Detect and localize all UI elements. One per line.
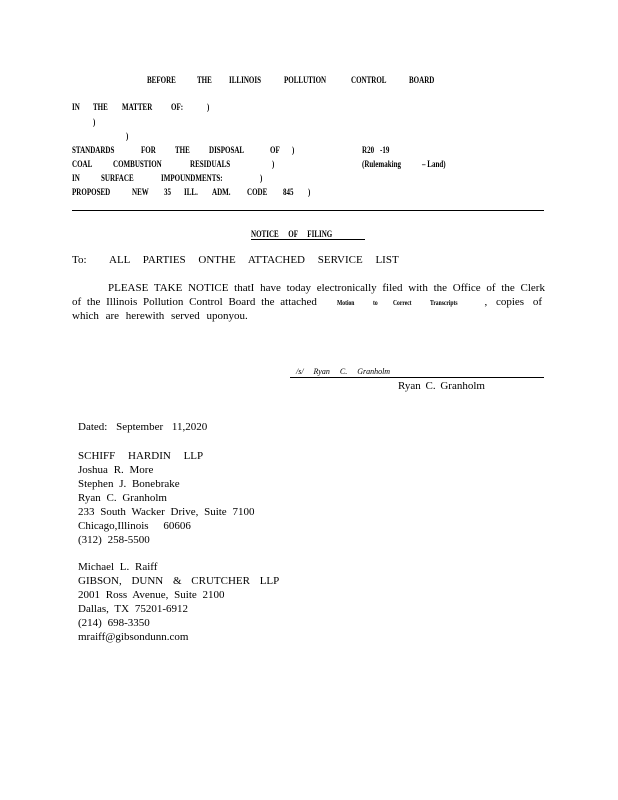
caption-word: COAL: [72, 159, 93, 169]
attorney-name: Stephen J. Bonebrake: [78, 478, 180, 490]
caption-word: IMPOUNDMENTS:: [160, 173, 223, 183]
paren: ): [308, 187, 311, 197]
copies-text: , copies of: [484, 296, 542, 308]
street-address: 2001 Ross Avenue, Suite 2100: [78, 589, 225, 601]
caption-line-2: [72, 159, 242, 169]
motion-title: [337, 299, 464, 307]
attorney-name: Joshua R. More: [78, 464, 154, 476]
caption-word: THE: [175, 145, 191, 155]
paren: ): [93, 117, 96, 127]
city-address: Chicago,Illinois 60606: [78, 520, 191, 532]
matter-word: IN: [72, 102, 80, 112]
caption-word: 845: [283, 187, 294, 197]
caption-word: OF: [269, 145, 280, 155]
board-heading: [147, 75, 442, 85]
matter-word: OF:: [171, 102, 184, 112]
caption-word: SURFACE: [100, 173, 134, 183]
heading-word: BOARD: [409, 75, 435, 85]
para-line-1: PLEASE TAKE NOTICE thatI have today electronically filed with the Office of the Clerk: [108, 282, 545, 294]
caption-word: IN: [72, 173, 80, 183]
signer-name: Ryan C. Granholm: [398, 380, 485, 392]
signature-line: [290, 377, 544, 378]
to-label: To:: [72, 254, 87, 266]
para-line-2-text: of the Illinois Pollution Control Board the attached: [72, 296, 317, 308]
paren: ): [126, 131, 129, 141]
docket-type: [362, 159, 452, 169]
phone: (312) 258-5500: [78, 534, 150, 546]
street-address: 233 South Wacker Drive, Suite 7100: [78, 506, 255, 518]
signature-line-text: /s/ Ryan C. Granholm: [296, 367, 391, 376]
caption-word: FOR: [141, 145, 157, 155]
caption-word: DISPOSAL: [209, 145, 245, 155]
counsel-block-schiff: [78, 449, 254, 547]
heading-word: ILLINOIS: [229, 75, 262, 85]
notice-title: NOTICE OF FILING: [251, 229, 333, 239]
para-line-2: [72, 296, 542, 308]
firm-name: SCHIFF HARDIN LLP: [78, 450, 204, 462]
caption-word: NEW: [131, 187, 149, 197]
motion-word: Correct: [392, 299, 412, 307]
matter-word: MATTER: [122, 102, 153, 112]
caption-word: STANDARDS: [72, 145, 115, 155]
paren: ): [292, 145, 295, 155]
motion-word: Motion: [337, 299, 355, 307]
motion-word: to: [372, 299, 378, 307]
caption-word: COMBUSTION: [112, 159, 162, 169]
docket-word: – Land): [421, 159, 446, 169]
caption-word: ADM.: [212, 187, 231, 197]
caption-word: ILL.: [183, 187, 198, 197]
caption-word: RESIDUALS: [190, 159, 231, 169]
caption-word: PROPOSED: [72, 187, 111, 197]
docket-word: R20: [362, 145, 375, 155]
caption-line-4: [72, 187, 297, 197]
heading-word: BEFORE: [147, 75, 176, 85]
city-address: Dallas, TX 75201-6912: [78, 603, 188, 615]
notice-title-underline: [251, 239, 365, 240]
caption-word: 35: [164, 187, 172, 197]
paren: ): [207, 102, 210, 112]
paren: ): [260, 173, 263, 183]
heading-word: POLLUTION: [283, 75, 326, 85]
caption-word: CODE: [246, 187, 268, 197]
heading-word: THE: [197, 75, 213, 85]
phone: (214) 698-3350: [78, 617, 150, 629]
docket-word: (Rulemaking: [362, 159, 402, 169]
email-link[interactable]: mraiff@gibsondunn.com: [78, 631, 189, 643]
date-line: Dated: September 11,2020: [78, 421, 208, 433]
attorney-name: Michael L. Raiff: [78, 561, 158, 573]
in-the-matter: [72, 102, 187, 112]
matter-word: THE: [92, 102, 108, 112]
caption-line-1: [72, 145, 282, 155]
caption-divider: [72, 210, 544, 211]
to-recipients: ALL PARTIES ONTHE ATTACHED SERVICE LIST: [109, 254, 399, 266]
counsel-block-gibson: [78, 560, 279, 644]
motion-word: Transcripts: [429, 299, 458, 307]
paren: ): [272, 159, 275, 169]
attorney-name: Ryan C. Granholm: [78, 492, 167, 504]
caption-line-3: [72, 173, 240, 183]
docket-word: -19: [380, 145, 390, 155]
firm-name: GIBSON, DUNN & CRUTCHER LLP: [78, 575, 280, 587]
docket-number: [362, 145, 392, 155]
para-line-3: which are herewith served uponyou.: [72, 310, 248, 322]
heading-word: CONTROL: [350, 75, 387, 85]
